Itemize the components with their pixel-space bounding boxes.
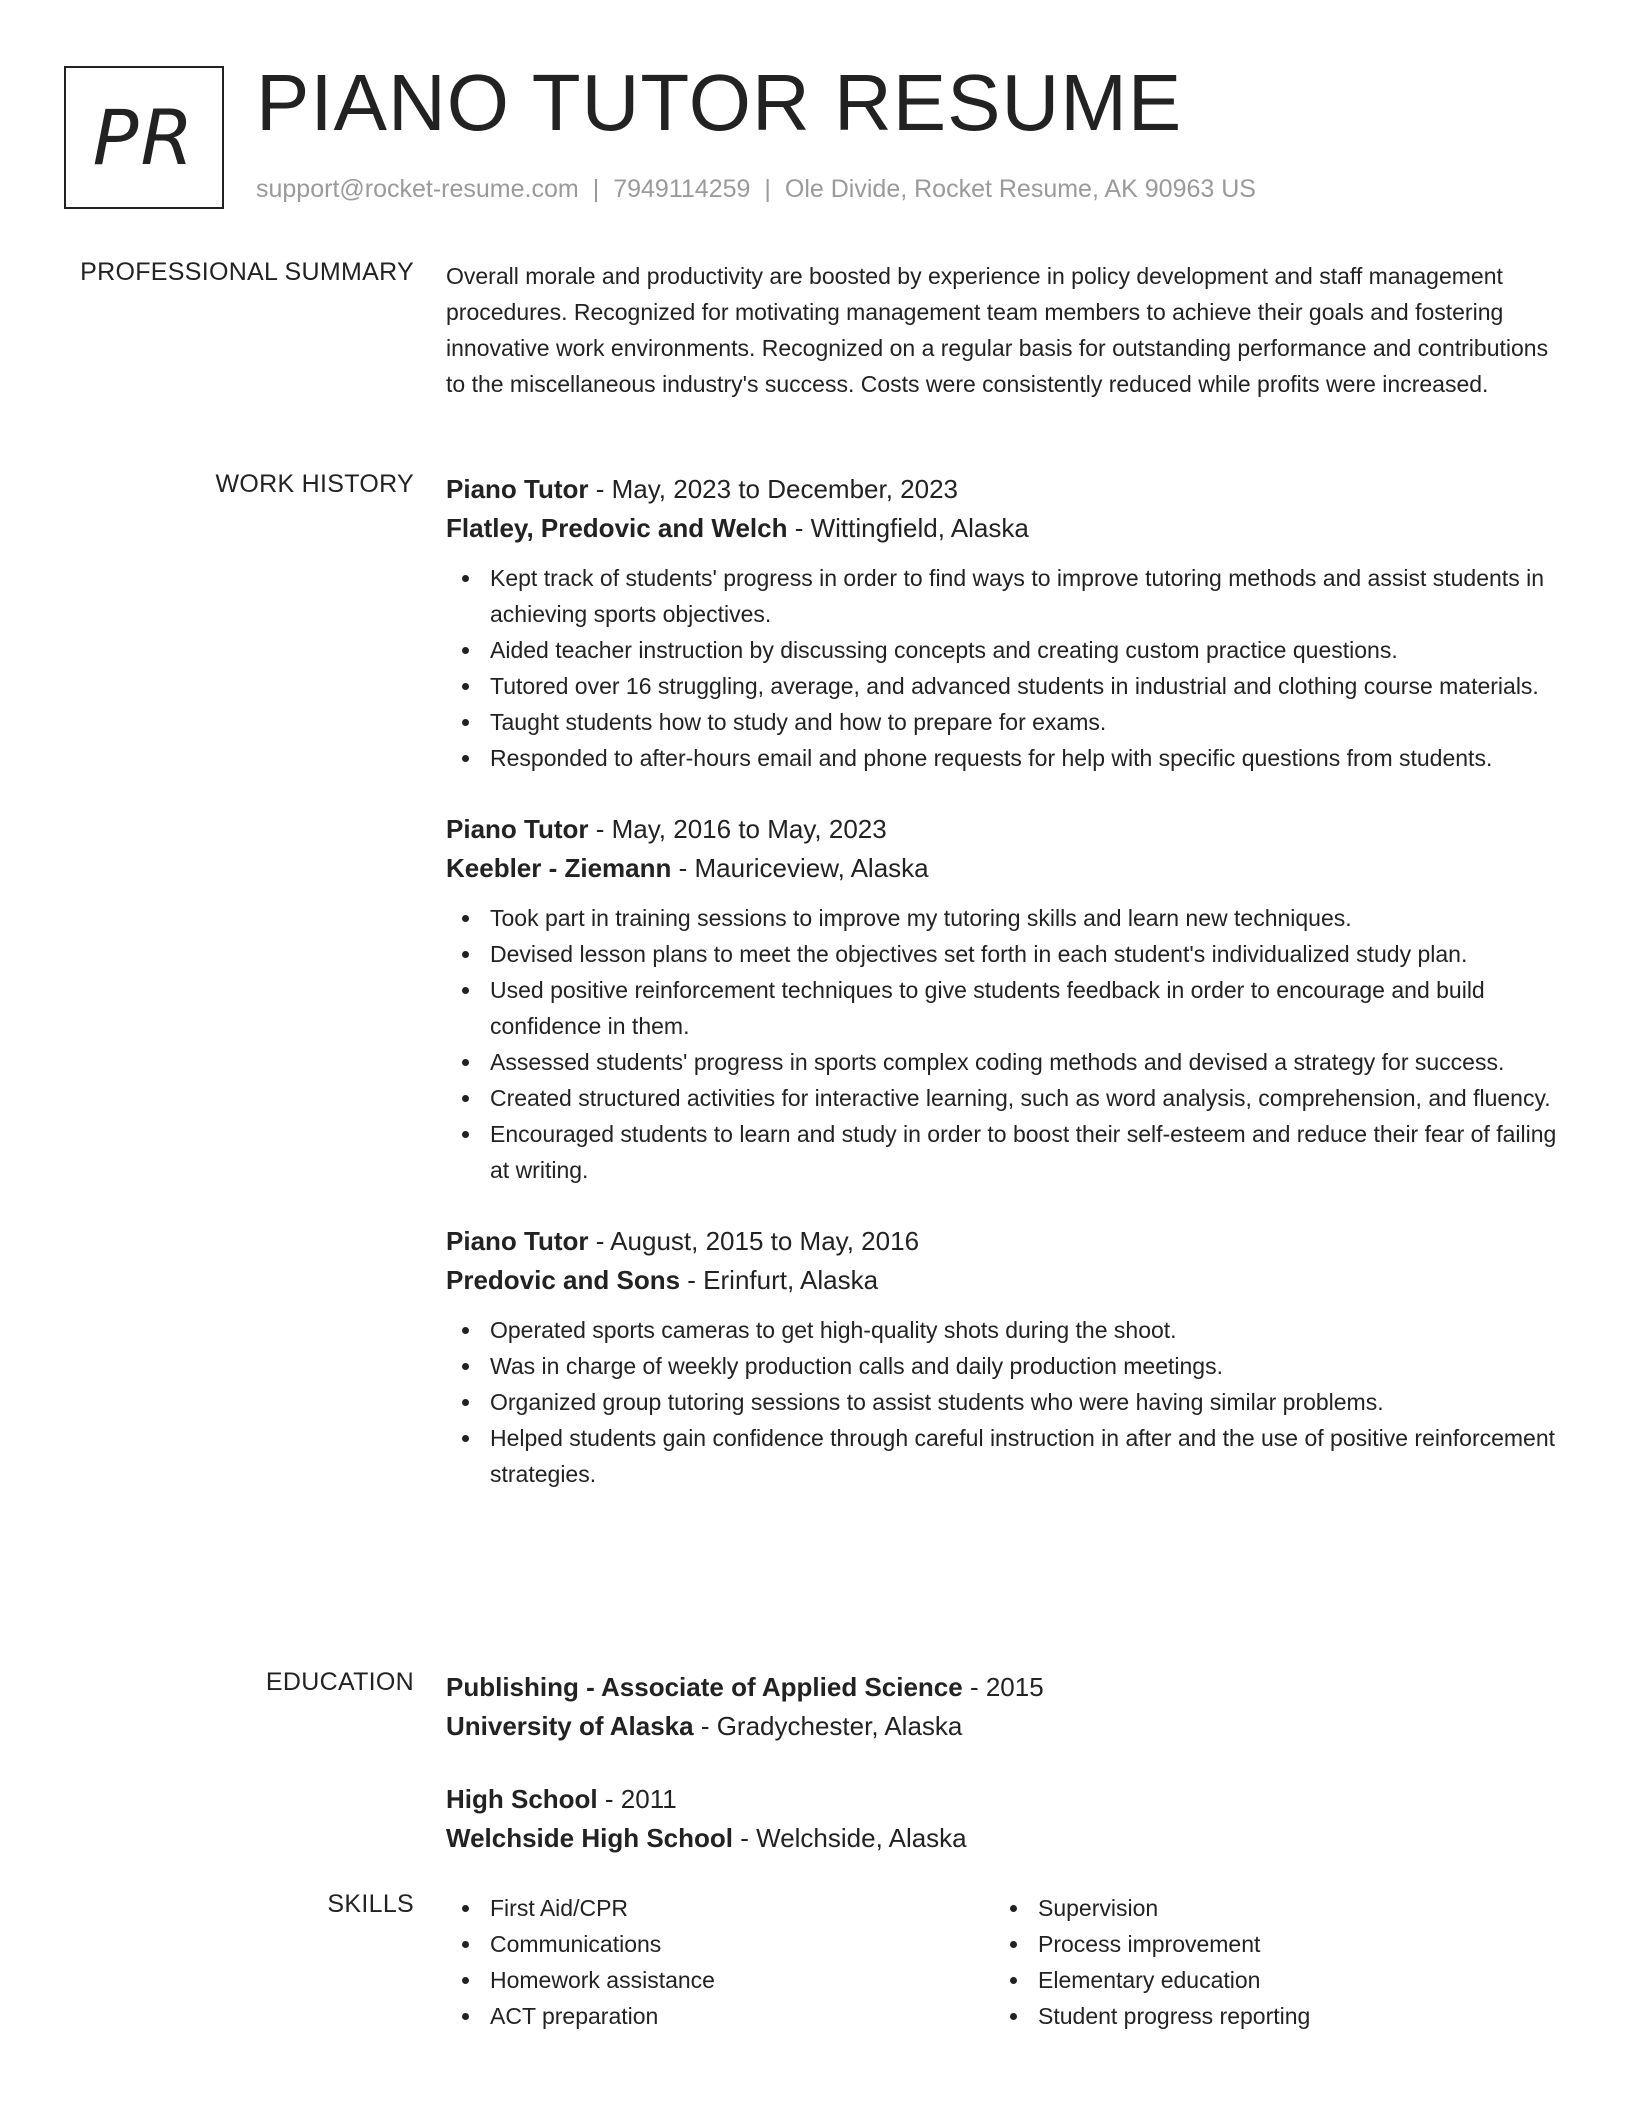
summary-label: PROFESSIONAL SUMMARY <box>80 258 414 286</box>
job-bullet: Tutored over 16 struggling, average, and advanced students in industrial and clothing course materials. <box>446 668 1566 704</box>
education-year: - 2011 <box>597 1784 677 1814</box>
job-company-line <box>446 849 1566 888</box>
education-entry <box>446 1668 1566 1746</box>
monogram-badge <box>64 66 224 209</box>
job-location: - Mauriceview, Alaska <box>671 853 929 883</box>
contact-phone: 7949114259 <box>613 175 751 203</box>
education-school-line <box>446 1819 1566 1858</box>
contact-line <box>256 175 1256 204</box>
skill-item: Homework assistance <box>446 1962 994 1998</box>
skill-item: Process improvement <box>994 1926 1542 1962</box>
skill-item: ACT preparation <box>446 1998 994 2034</box>
skill-item: Elementary education <box>994 1962 1542 1998</box>
skills-column-right <box>994 1890 1542 2034</box>
job-bullet: Organized group tutoring sessions to assist students who were having similar problems. <box>446 1384 1566 1420</box>
job-bullet: Was in charge of weekly production calls and daily production meetings. <box>446 1348 1566 1384</box>
education-label: EDUCATION <box>265 1668 414 1696</box>
job-company: Predovic and Sons <box>446 1265 681 1295</box>
job-dates: - May, 2023 to December, 2023 <box>588 474 959 504</box>
skills-label: SKILLS <box>327 1890 414 1918</box>
job-bullet: Encouraged students to learn and study in order to boost their self-esteem and reduce their fear of failing at writing. <box>446 1116 1566 1188</box>
education-degree-line <box>446 1780 1566 1819</box>
skill-item: First Aid/CPR <box>446 1890 994 1926</box>
skill-item: Student progress reporting <box>994 1998 1542 2034</box>
job-bullets <box>446 1312 1566 1492</box>
job-title-line <box>446 1222 1566 1261</box>
work-history-label: WORK HISTORY <box>215 470 414 498</box>
education-school: University of Alaska <box>446 1711 694 1741</box>
contact-address: Ole Divide, Rocket Resume, AK 90963 US <box>784 175 1256 203</box>
education-degree: High School <box>446 1784 598 1814</box>
job-bullet: Used positive reinforcement techniques to give students feedback in order to encourage and build confidence in them. <box>446 972 1566 1044</box>
skill-item: Supervision <box>994 1890 1542 1926</box>
skill-item: Communications <box>446 1926 994 1962</box>
education-degree: Publishing - Associate of Applied Science <box>446 1672 963 1702</box>
education-school: Welchside High School <box>446 1823 734 1853</box>
job-entry <box>446 1222 1566 1492</box>
job-bullet: Helped students gain confidence through careful instruction in after and the use of positive reinforcement strategies. <box>446 1420 1566 1492</box>
job-location: - Erinfurt, Alaska <box>680 1265 879 1295</box>
job-title: Piano Tutor <box>446 474 589 504</box>
job-entry <box>446 810 1566 1188</box>
contact-separator: | <box>764 175 771 203</box>
education-location: - Welchside, Alaska <box>733 1823 967 1853</box>
job-bullet: Created structured activities for interactive learning, such as word analysis, comprehension, and fluency. <box>446 1080 1566 1116</box>
job-bullet: Took part in training sessions to improve my tutoring skills and learn new techniques. <box>446 900 1566 936</box>
job-bullet: Aided teacher instruction by discussing concepts and creating custom practice questions. <box>446 632 1566 668</box>
job-bullet: Assessed students' progress in sports complex coding methods and devised a strategy for success. <box>446 1044 1566 1080</box>
education-school-line <box>446 1707 1566 1746</box>
job-title: Piano Tutor <box>446 1226 589 1256</box>
summary-text: Overall morale and productivity are boosted by experience in policy development and staff management procedures. Recognized for motivating management team members to achieve their goals and fostering innovative work environments. Recognized on a regular basis for outstanding performance and contributions to the miscellaneous industry's success. Costs were consistently reduced while profits were increased. <box>446 263 1549 397</box>
contact-email: support@rocket-resume.com <box>256 175 579 203</box>
education-year: - 2015 <box>962 1672 1044 1702</box>
job-dates: - May, 2016 to May, 2023 <box>588 814 887 844</box>
job-location: - Wittingfield, Alaska <box>787 513 1029 543</box>
job-title-line <box>446 810 1566 849</box>
resume-title: PIANO TUTOR RESUME <box>256 58 1183 147</box>
job-bullet: Taught students how to study and how to prepare for exams. <box>446 704 1566 740</box>
job-title-line <box>446 470 1566 509</box>
job-dates: - August, 2015 to May, 2016 <box>588 1226 920 1256</box>
job-title: Piano Tutor <box>446 814 589 844</box>
education-degree-line <box>446 1668 1566 1707</box>
job-entry <box>446 470 1566 776</box>
education-entry <box>446 1780 1566 1858</box>
job-bullets <box>446 900 1566 1188</box>
job-bullet: Operated sports cameras to get high-quality shots during the shoot. <box>446 1312 1566 1348</box>
job-company: Flatley, Predovic and Welch <box>446 513 788 543</box>
skills-grid <box>446 1890 1566 2034</box>
skills-column-left <box>446 1890 994 2034</box>
work-history-list <box>446 470 1566 1526</box>
contact-separator: | <box>592 175 600 203</box>
job-company-line <box>446 509 1566 548</box>
job-bullet: Responded to after-hours email and phone requests for help with specific questions from students. <box>446 740 1566 776</box>
job-bullet: Kept track of students' progress in order to find ways to improve tutoring methods and assist students in achieving sports objectives. <box>446 560 1566 632</box>
job-bullet: Devised lesson plans to meet the objectives set forth in each student's individualized study plan. <box>446 936 1566 972</box>
education-list <box>446 1668 1566 1892</box>
job-bullets <box>446 560 1566 776</box>
job-company-line <box>446 1261 1566 1300</box>
monogram-text: PR <box>92 93 196 182</box>
job-company: Keebler - Ziemann <box>446 853 672 883</box>
education-location: - Gradychester, Alaska <box>693 1711 963 1741</box>
